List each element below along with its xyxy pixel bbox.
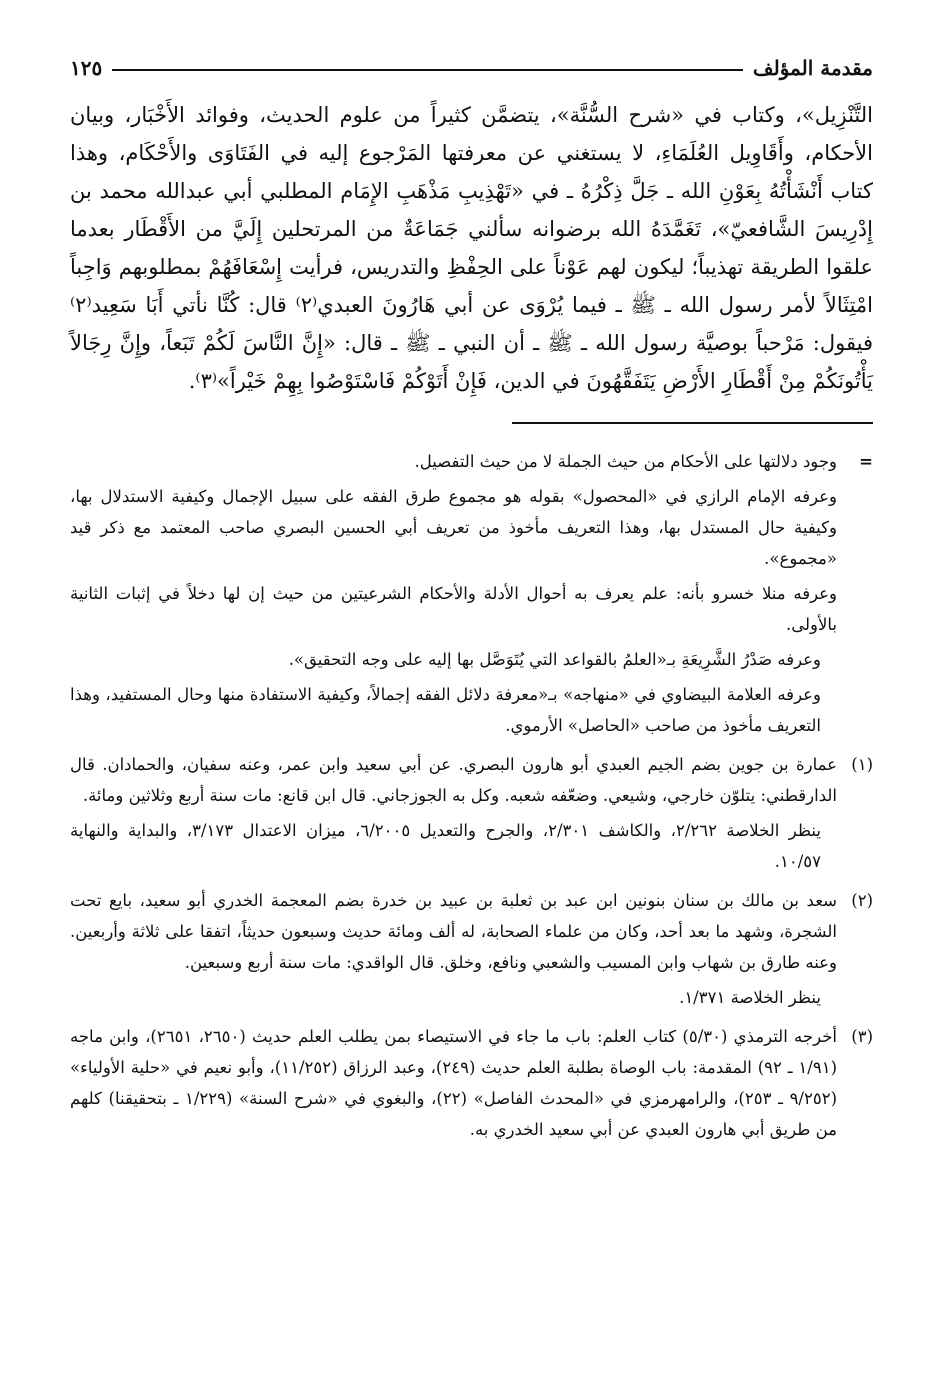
footnote-reference: ينظر الخلاصة ١/٣٧١. bbox=[679, 988, 821, 1007]
header-rule bbox=[112, 69, 743, 71]
continuation-line: وعرفه الإمام الرازي في «المحصول» بقوله هو مجموع طرق الفقه على سبيل الإجمال وكيفية الاستدلال بها، وكيفية حال المستدل بها، وهذا التعريف مأخوذ من تعريف أبي الحسين البصري صاحب المعتمد مع ذكر قيد «مجموع». bbox=[70, 487, 837, 568]
header-title: مقدمة المؤلف bbox=[752, 56, 873, 80]
running-header bbox=[70, 40, 873, 88]
footnotes-section bbox=[70, 446, 873, 1145]
footnote-number: (٣) bbox=[851, 1027, 873, 1046]
footnote-separator bbox=[512, 422, 873, 424]
continuation-line: وجود دلالتها على الأحكام من حيث الجملة لا من حيث التفصيل. bbox=[414, 452, 837, 471]
footnote-3 bbox=[70, 1021, 873, 1145]
main-paragraph: التَّنْزِيل»، وكتاب في «شرح السُّنَّة»، يتضمَّن كثيراً من علوم الحديث، وفوائد الأَخْبَار، وبيان الأحكام، وأَقَاوِيل العُلَمَاءِ، لا يستغني عن معرفتها المَرْجوع إليه في الفَتَاوَى والأَحْكَام، وهذا كتاب أَنْشَأْتُهُ بِعَوْنِ الله ـ جَلَّ ذِكْرُهُ ـ في «تَهْذِيبِ مَذْهَبِ الإِمَام المطلبي أبي عبدالله محمد بن إِدْرِيسَ الشَّافعيّ»، تَغَمَّدَهُ الله برضوانه سألني جَمَاعَةٌ من المرتحلين إِلَيَّ من الأَقْطَار بعدما علقوا الطريقة تهذيباً؛ ليكون لهم عَوْناً على الحِفْظِ والتدريس، فرأيت إِسْعَافَهُمْ بمطلوبهم وَاجِباً امْتِثَالاً لأمر رسول الله ـ ﷺ ـ فيما يُرْوَى عن أبي هَارُونَ العبدي⁽٢⁾ قال: كُنَّا نأتي أَبَا سَعِيد⁽٢⁾ فيقول: مَرْحباً بوصيَّة رسول الله ـ ﷺ ـ أن النبي ـ ﷺ ـ قال: «إِنَّ النَّاسَ لَكُمْ تَبَعاً، وإِنَّ رِجَالاً يَأْتُونَكُمْ مِنْ أَقْطَارِ الأَرْضِ يَتَفَقَّهُونَ في الدين، فَإِنْ أَتَوْكُمْ فَاسْتَوْصُوا بِهِمْ خَيْراً»⁽٣⁾. bbox=[70, 103, 873, 393]
book-page bbox=[70, 40, 873, 1338]
continuation-line: وعرفه صَدْرُ الشَّرِيعَةِ بـ«العلمُ بالقواعد التي يُتَوَصَّل بها إليه على وجه التحقيق». bbox=[288, 650, 821, 669]
main-text bbox=[70, 96, 873, 400]
footnote-reference: ينظر الخلاصة ٢/٢٦٢، والكاشف ٢/٣٠١، والجرح والتعديل ٦/٢٠٠٥، ميزان الاعتدال ٣/١٧٣، والبداية والنهاية ١٠/٥٧. bbox=[70, 821, 821, 871]
continuation-line: وعرفه العلامة البيضاوي في «منهاجه» بـ«معرفة دلائل الفقه إجمالاً، وكيفية الاستفادة منها وحال المستفيد، وهذا التعريف مأخوذ من صاحب «الحاصل» الأرموي. bbox=[70, 685, 821, 735]
footnote-number: (١) bbox=[851, 755, 873, 774]
footnote-text: عمارة بن جوين بضم الجيم العبدي أبو هارون البصري. عن أبي سعيد وابن عمر، وعنه سفيان، والحمادان. قال الدارقطني: يتلوّن خارجي، وشيعي. وضعّفه شعبه. وكل به الجوزجاني. قال ابن قانع: مات سنة أربع وثلاثين ومائة. bbox=[70, 755, 837, 805]
continuation-line: وعرفه منلا خسرو بأنه: علم يعرف به أحوال الأدلة والأحكام الشرعيتين من حيث إن لها دخلاً في إثبات الثانية بالأولى. bbox=[70, 584, 837, 634]
footnote-number: (٢) bbox=[851, 891, 873, 910]
footnote-continuation bbox=[70, 446, 873, 741]
footnote-2 bbox=[70, 885, 873, 1013]
footnote-text: أخرجه الترمذي (٥/٣٠) كتاب العلم: باب ما جاء في الاستيصاء بمن يطلب العلم حديث (٢٦٥٠، ٢٦٥١)، وابن ماجه (١/٩١ ـ ٩٢) المقدمة: باب الوصاة بطلبة العلم حديث (٢٤٩)، وعبد الرزاق (١١/٢٥٢)، وأبو نعيم في «حلية الأولياء» (٩/٢٥٢ ـ ٢٥٣)، والرامهرمزي في «المحدث الفاصل» (٢٢)، والبغوي في «شرح السنة» (١/٢٢٩ ـ بتحقيقنا) كلهم من طريق أبي هارون العبدي عن أبي سعيد الخدري به. bbox=[70, 1027, 838, 1139]
footnote-text: سعد بن مالك بن سنان بنونين ابن عبد بن ثعلبة بن عبيد بن خدرة بضم المعجمة الخدري أبو سعيد، بايع تحت الشجرة، وشهد ما بعد أحد، وكان من علماء الصحابة، له ألف ومائة حديث وسبعون حديثاً، اتفقا على ثلاثة وأربعين. وعنه طارق بن شهاب وابن المسيب والشعبي ونافع، وخلق. قال الواقدي: مات سنة أربع وسبعين. bbox=[70, 891, 837, 972]
page-number: ١٢٥ bbox=[70, 56, 103, 80]
footnote-1 bbox=[70, 749, 873, 877]
continuation-marker: = bbox=[859, 452, 873, 471]
